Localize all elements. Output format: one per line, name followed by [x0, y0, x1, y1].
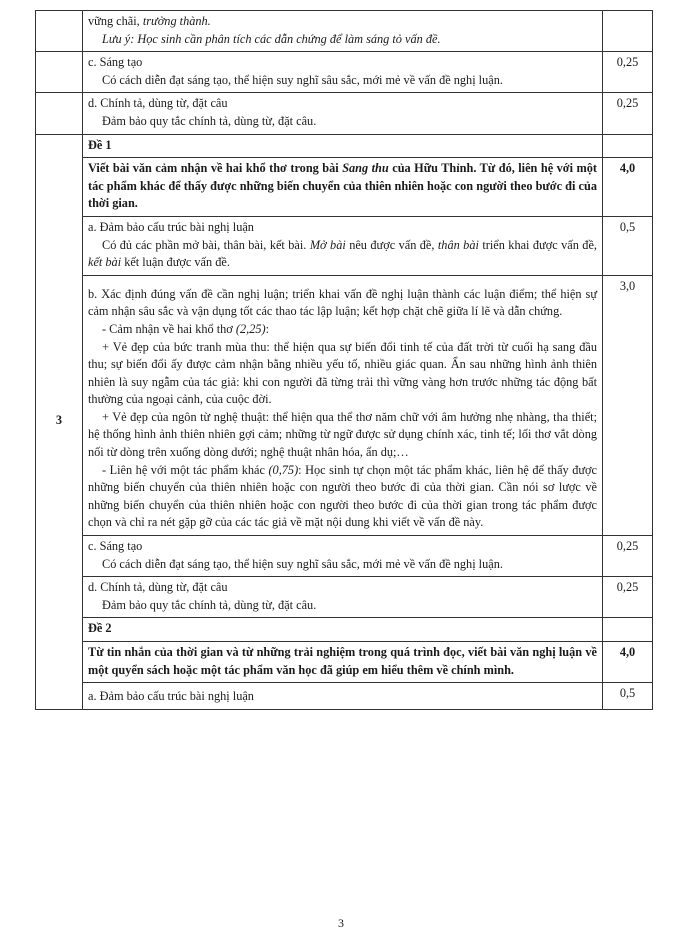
feel-line: - Cảm nhận về hai khổ thơ (2,25):	[102, 321, 270, 336]
table-row	[36, 158, 653, 217]
criterion-title: a. Đảm bảo cấu trúc bài nghị luận	[88, 219, 254, 234]
criterion-body: b. Xác định đúng vấn đề cần nghị luận; triển khai vấn đề nghị luận thành các luận điểm; thể hiện sự cảm nhận sâu sắc và vận dụng tốt các thao tác lập luận; kết hợp chặt chẽ giữa lí lẽ và dẫn chứng.	[88, 286, 597, 319]
criterion-title: a. Đảm bảo cấu trúc bài nghị luận	[88, 689, 254, 704]
question-number: 3	[36, 134, 83, 709]
table-row	[36, 275, 653, 535]
criterion-title: c. Sáng tạo	[88, 55, 143, 70]
score-cell	[603, 11, 653, 52]
de1-label: Đề 1	[83, 134, 603, 158]
criterion-body: Có cách diễn đạt sáng tạo, thể hiện suy nghĩ sâu sắc, mới mẻ về vấn đề nghị luận.	[102, 72, 503, 87]
criterion-body: Đảm bảo quy tắc chính tả, dùng từ, đặt câu.	[102, 113, 317, 128]
criterion-body: Có đủ các phần mở bài, thân bài, kết bài. Mở bài nêu được vấn đề, thân bài triển khai được vấn đề, kết bài kết luận được vấn đề.	[88, 237, 597, 270]
note-line: Lưu ý: Học sinh cần phân tích các dẫn chứng để làm sáng tỏ vấn đề.	[102, 31, 441, 46]
table-row	[36, 134, 653, 158]
table-row	[36, 536, 653, 577]
table-row	[36, 618, 653, 642]
table-row	[36, 642, 653, 683]
de2-prompt: Từ tin nhắn của thời gian và từ những trải nghiệm trong quá trình đọc, viết bài văn nghị luận về một quyển sách hoặc một tác phẩm văn học đã giúp em hiểu thêm về chính mình.	[83, 642, 603, 683]
table-row	[36, 683, 653, 710]
criterion-title: c. Sáng tạo	[88, 539, 143, 554]
criterion-spelling	[83, 93, 603, 134]
score-cell: 0,5	[603, 683, 653, 710]
scoring-rubric-table	[35, 10, 653, 710]
de1-prompt: Viết bài văn cảm nhận về hai khổ thơ trong bài Sang thu của Hữu Thỉnh. Từ đó, liên hệ với một tác phẩm khác để thấy được những biến chuyển của thiên nhiên hoặc con người theo bước đi của thời gian.	[83, 158, 603, 217]
table-row	[36, 11, 653, 52]
de2-label: Đề 2	[83, 618, 603, 642]
score-cell: 3,0	[603, 275, 653, 535]
table-row	[36, 577, 653, 618]
score-cell: 4,0	[603, 158, 653, 217]
page-number: 3	[338, 916, 344, 930]
continuation-cell	[83, 11, 603, 52]
score-cell: 0,25	[603, 536, 653, 577]
table-row	[36, 216, 653, 275]
criterion-creativity	[83, 536, 603, 577]
criterion-creativity	[83, 52, 603, 93]
criterion-spelling	[83, 577, 603, 618]
table-row	[36, 52, 653, 93]
question-cell-blank	[36, 11, 83, 52]
score-cell: 4,0	[603, 642, 653, 683]
criterion-title: d. Chính tả, dùng từ, đặt câu	[88, 96, 228, 111]
criterion-structure	[83, 216, 603, 275]
link-line: - Liên hệ với một tác phẩm khác (0,75): Học sinh tự chọn một tác phẩm khác, liên hệ để thấy được những biến chuyển của thiên nhiên hoặc con người theo bước đi của thời gian. Cần nói sơ lược về những biến chuyển của thiên nhiên hoặc con người theo bước đi của thời gian trong tác phẩm được chọn và chỉ ra nét gặp gỡ của các tác giả về mặt nội dung khi viết về vấn đề này.	[88, 462, 597, 530]
score-cell: 0,25	[603, 52, 653, 93]
score-cell: 0,25	[603, 577, 653, 618]
criterion-body: Đảm bảo quy tắc chính tả, dùng từ, đặt câu.	[102, 597, 317, 612]
criterion-title: d. Chính tả, dùng từ, đặt câu	[88, 580, 228, 595]
continuation-line: vững chãi, trưởng thành.	[88, 14, 211, 28]
criterion-body: Có cách diễn đạt sáng tạo, thể hiện suy nghĩ sâu sắc, mới mẻ về vấn đề nghị luận.	[102, 556, 503, 571]
table-row	[36, 93, 653, 134]
score-cell: 0,25	[603, 93, 653, 134]
criterion-content	[83, 275, 603, 535]
point-art-language: + Vẻ đẹp của ngôn từ nghệ thuật: thể hiện qua thể thơ năm chữ với âm hưởng nhẹ nhàng, tha thiết; hệ thống hình ảnh thiên nhiên gợi cảm; những từ ngữ được sử dụng chính xác, tinh tế; lối thơ vắt dòng nối từ dòng trên xuống dòng dưới; nghệ thuật nhân hóa, ẩn dụ;…	[88, 409, 597, 460]
score-cell: 0,5	[603, 216, 653, 275]
criterion-structure	[83, 683, 603, 710]
point-autumn-scene: + Vẻ đẹp của bức tranh mùa thu: thể hiện qua sự biến đổi tinh tế của đất trời từ cuối hạ sang đầu thu; sự biến đổi ấy được cảm nhận bằng nhiều yếu tố, nhiều giác quan. Ẩn sau những hình ảnh thiên nhiên là suy ngẫm của tác giả: khi con người đã từng trải thì vững vàng hơn trước những tác động bất thường của ngoại cảnh, của cuộc đời.	[88, 339, 597, 407]
